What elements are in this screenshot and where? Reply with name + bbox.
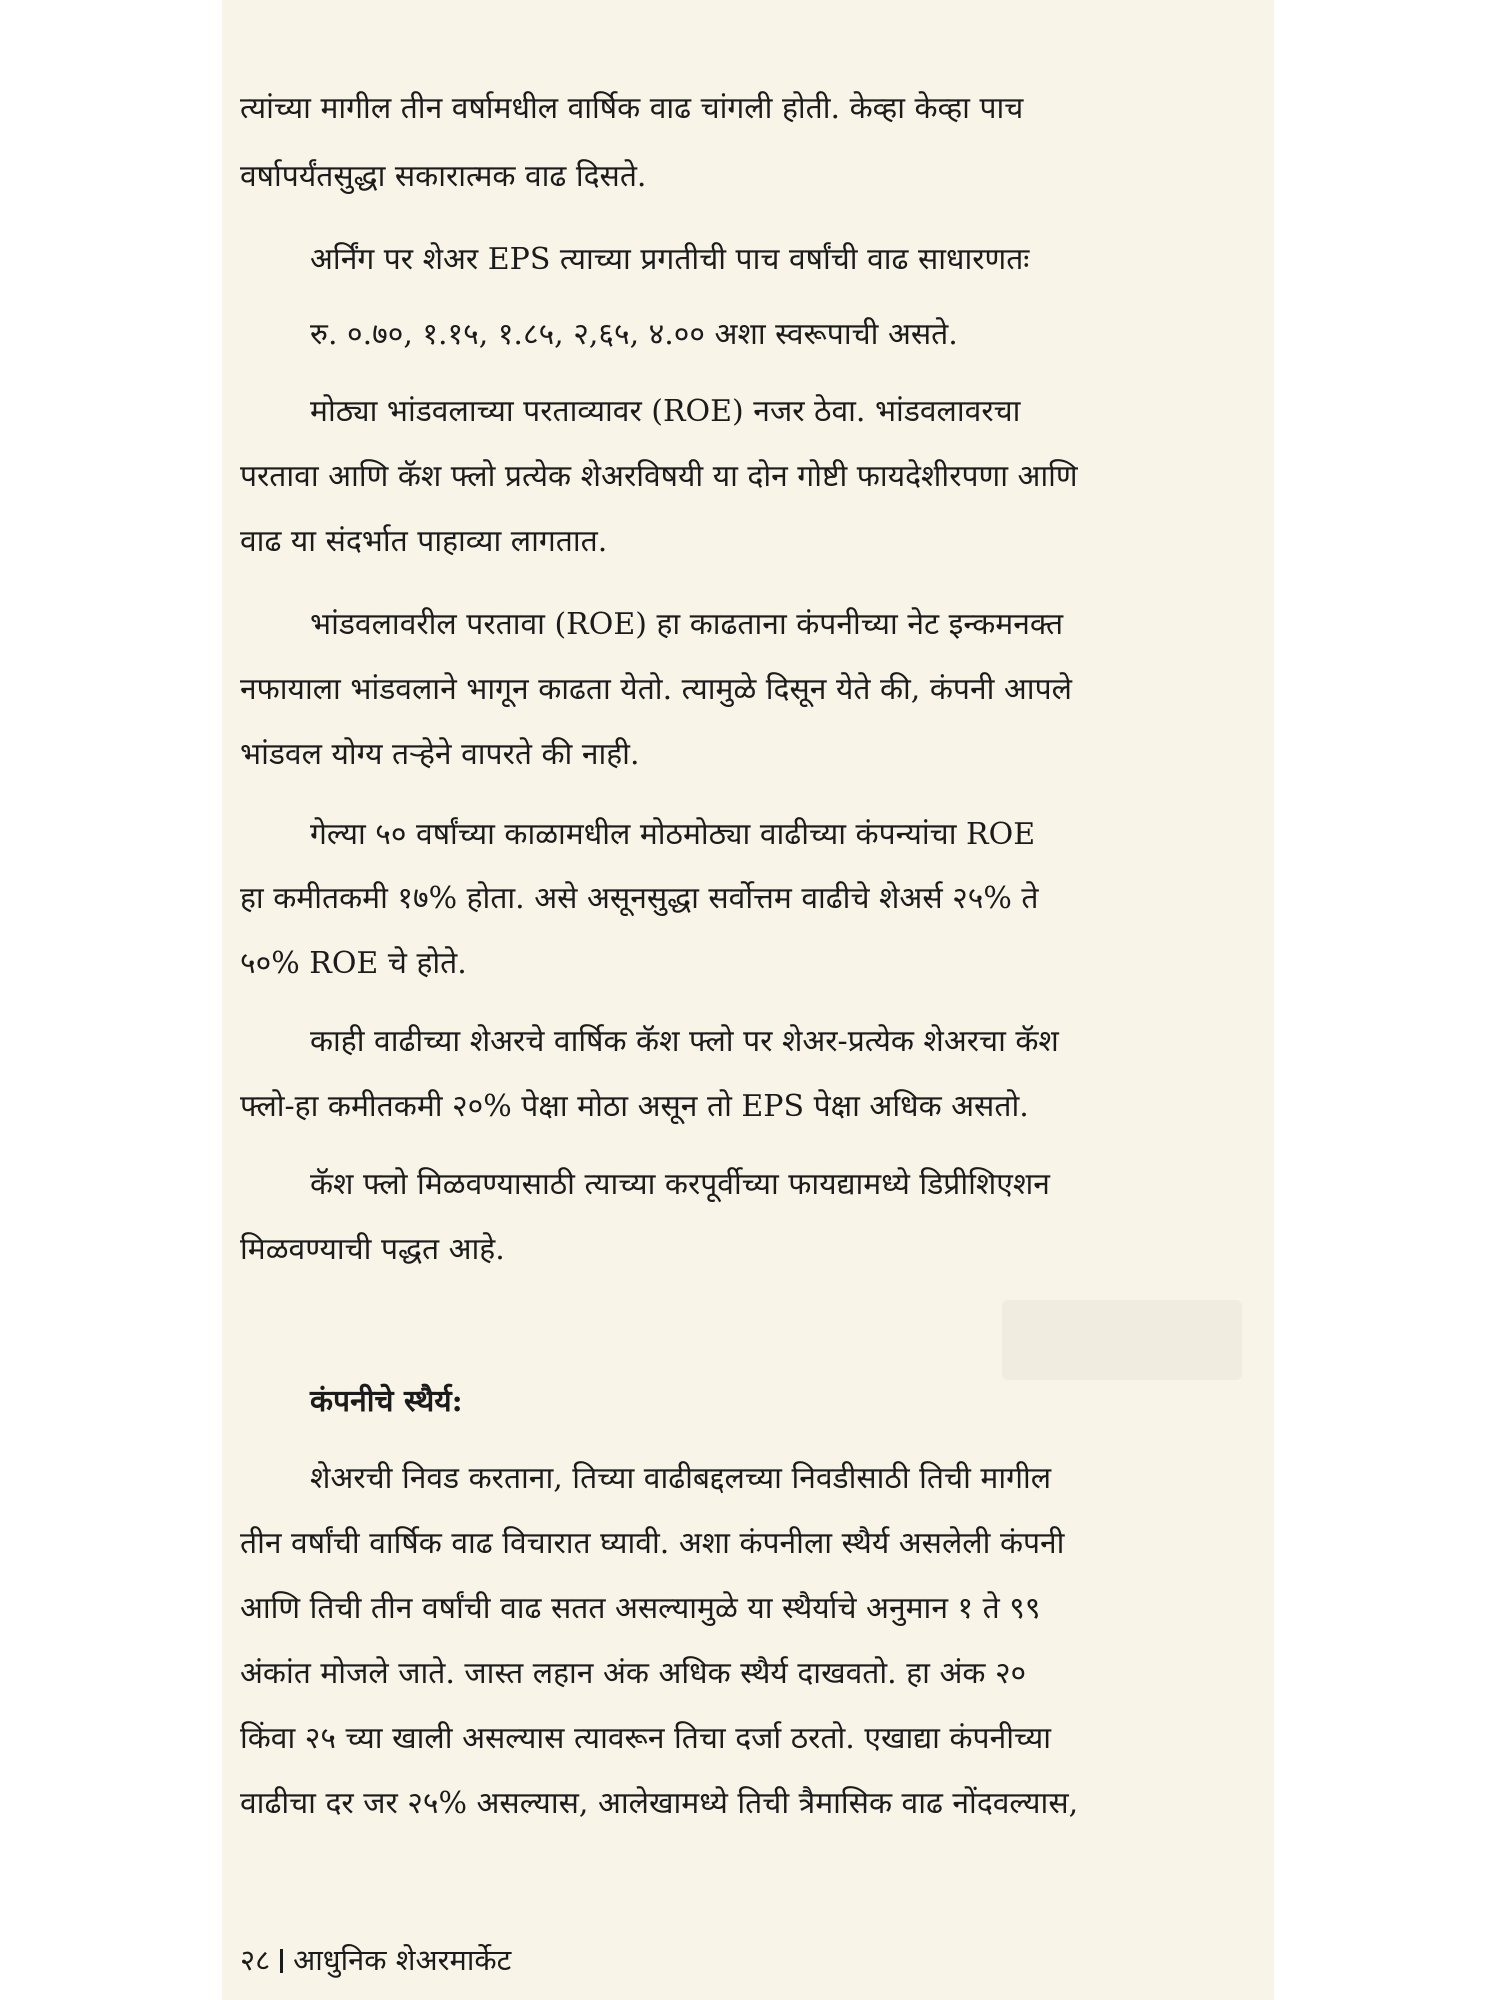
text-line: किंवा २५ च्या खाली असल्यास त्यावरून तिचा दर्जा ठरतो. एखाद्या कंपनीच्या [240,1721,1052,1756]
text-line: आणि तिची तीन वर्षांची वाढ सतत असल्यामुळे या स्थैर्याचे अनुमान १ ते ९९ [240,1591,1041,1626]
book-title: आधुनिक शेअरमार्केट [293,1943,512,1977]
text-line: शेअरची निवड करताना, तिच्या वाढीबद्दलच्या निवडीसाठी तिची मागील [310,1461,1052,1496]
section-heading: कंपनीचे स्थैर्य: [310,1384,463,1419]
text-line: अंकांत मोजले जाते. जास्त लहान अंक अधिक स्थैर्य दाखवतो. हा अंक २० [240,1656,1027,1691]
text-line: वर्षापर्यंतसुद्धा सकारात्मक वाढ दिसते. [240,159,647,194]
book-page [222,0,1274,2000]
text-line: नफायाला भांडवलाने भागून काढता येतो. त्यामुळे दिसून येते की, कंपनी आपले [240,672,1072,707]
text-line: वाढ या संदर्भात पाहाव्या लागतात. [240,524,608,559]
text-line: रु. ०.७०, १.१५, १.८५, २,६५, ४.०० अशा स्वरूपाची असते. [310,317,958,352]
text-line: फ्लो-हा कमीतकमी २०% पेक्षा मोठा असून तो EPS पेक्षा अधिक असतो. [240,1089,1029,1124]
text-line: मिळवण्याची पद्धत आहे. [240,1232,505,1267]
footer-separator [280,1949,283,1973]
text-line: भांडवलावरील परतावा (ROE) हा काढताना कंपनीच्या नेट इन्कमनक्त [310,607,1064,642]
text-line: हा कमीतकमी १७% होता. असे असूनसुद्धा सर्वोत्तम वाढीचे शेअर्स २५% ते [240,881,1039,916]
text-line: कॅश फ्लो मिळवण्यासाठी त्याच्या करपूर्वीच्या फायद्यामध्ये डिप्रीशिएशन [310,1167,1050,1202]
text-line: भांडवल योग्य तऱ्हेने वापरते की नाही. [240,737,640,772]
text-line: त्यांच्या मागील तीन वर्षामधील वार्षिक वाढ चांगली होती. केव्हा केव्हा पाच [240,91,1024,126]
page-number: २८ [240,1943,271,1977]
text-line: अर्निंग पर शेअर EPS त्याच्या प्रगतीची पाच वर्षांची वाढ साधारणतः [310,242,1030,277]
text-line: ५०% ROE चे होते. [240,946,467,981]
text-line: परतावा आणि कॅश फ्लो प्रत्येक शेअरविषयी या दोन गोष्टी फायदेशीरपणा आणि [240,459,1078,494]
page-footer [240,1940,511,1979]
text-line: मोठ्या भांडवलाच्या परताव्यावर (ROE) नजर ठेवा. भांडवलावरचा [310,394,1021,429]
text-line: वाढीचा दर जर २५% असल्यास, आलेखामध्ये तिची त्रैमासिक वाढ नोंदवल्यास, [240,1786,1079,1821]
bleed-through-shadow [1002,1300,1242,1380]
text-line: गेल्या ५० वर्षांच्या काळामधील मोठमोठ्या वाढीच्या कंपन्यांचा ROE [310,817,1036,852]
text-line: काही वाढीच्या शेअरचे वार्षिक कॅश फ्लो पर शेअर-प्रत्येक शेअरचा कॅश [310,1024,1059,1059]
text-line: तीन वर्षांची वार्षिक वाढ विचारात घ्यावी. अशा कंपनीला स्थैर्य असलेली कंपनी [240,1526,1065,1561]
